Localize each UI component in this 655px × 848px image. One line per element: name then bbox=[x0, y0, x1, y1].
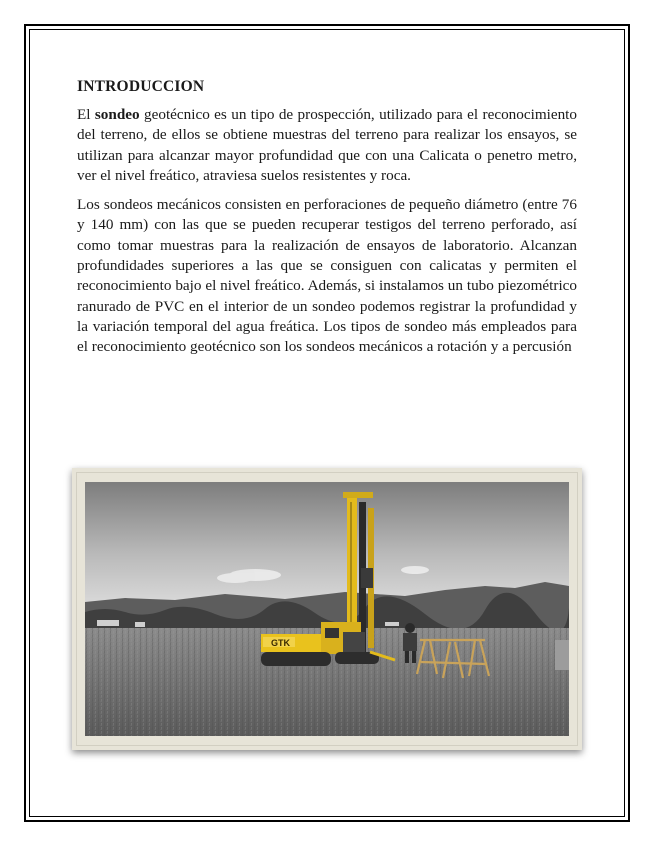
paragraph-1-rest: geotécnico es un tipo de prospección, utilizado para el reconocimiento del terreno, de ellos se obtiene muestras del terreno para realizar los ensayos, se utilizan para alcanzar mayor profundidad que con una Calicata o penetro metro, ver el nivel freático, atraviesa suelos resistentes y roca. bbox=[77, 106, 577, 184]
paragraph-1 bbox=[77, 105, 577, 186]
photo-frame bbox=[72, 468, 582, 750]
equipment-box bbox=[555, 640, 569, 670]
paragraph-1-intro: El bbox=[77, 106, 95, 123]
bold-term-sondeo: sondeo bbox=[94, 106, 140, 123]
document-body bbox=[77, 77, 577, 367]
drilling-rig-photo bbox=[85, 482, 569, 736]
section-heading: INTRODUCCION bbox=[77, 78, 205, 95]
paragraph-2: Los sondeos mecánicos consisten en perforaciones de pequeño diámetro (entre 76 y 140 mm) con las que se pueden recuperar testigos del terreno perforado, así como tomar muestras para la realización de ensayos de laboratorio. Alcanzan profundidades superiores a las que se consiguen con calicatas y permiten el reconocimiento bajo el nivel freático. Además, si instalamos un tubo piezométrico ranurado de PVC en el interior de un sondeo podemos registrar la profundidad y la variación temporal del agua freática. Los tipos de sondeo más empleados para el reconocimiento geotécnico son los sondeos mecánicos a rotación y a percusión bbox=[77, 196, 577, 356]
machine-label: GTK bbox=[271, 638, 290, 648]
